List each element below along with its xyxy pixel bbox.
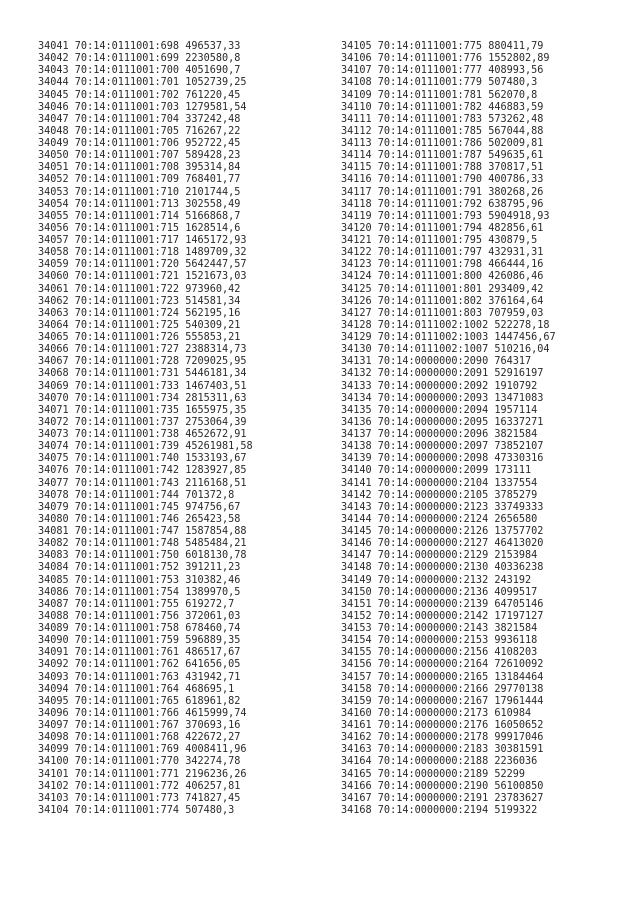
record-row: 34084 70:14:0111001:752 391211,23: [38, 562, 241, 574]
record-row: 34065 70:14:0111001:726 555853,21: [38, 332, 241, 343]
record-row: 34121 70:14:0111001:795 430879,5: [341, 235, 538, 246]
record-row: 34101 70:14:0111001:771 2196236,26: [38, 768, 247, 780]
record-row: 34139 70:14:0000000:2098 47330316: [341, 453, 544, 465]
record-row: 34118 70:14:0111001:792 638795,96: [341, 198, 544, 210]
record-row: 34143 70:14:0000000:2123 33749333: [341, 501, 544, 513]
record-row: 34157 70:14:0000000:2165 13184464: [341, 671, 544, 683]
record-row: 34083 70:14:0111001:750 6018130,78: [38, 550, 247, 562]
record-row: 34086 70:14:0111001:754 1389970,5: [38, 586, 241, 598]
record-row: 34079 70:14:0111001:745 974756,67: [38, 501, 241, 513]
record-row: 34104 70:14:0111001:774 507480,3: [38, 804, 235, 816]
record-row: 34058 70:14:0111001:718 1489709,32: [38, 247, 247, 259]
record-row: 34112 70:14:0111001:785 567044,88: [341, 125, 544, 137]
record-row: 34137 70:14:0000000:2096 3821584: [341, 429, 538, 440]
record-row: 34067 70:14:0111001:728 7209025,95: [38, 356, 247, 368]
record-row: 34064 70:14:0111001:725 540309,21: [38, 319, 241, 331]
record-row: 34125 70:14:0111001:801 293409,42: [341, 283, 544, 295]
record-row: 34159 70:14:0000000:2167 17961444: [341, 695, 544, 707]
record-row: 34145 70:14:0000000:2126 13757702: [341, 526, 544, 537]
record-row: 34045 70:14:0111001:702 761220,45: [38, 89, 241, 101]
record-row: 34041 70:14:0111001:698 496537,33: [38, 41, 241, 52]
record-row: 34075 70:14:0111001:740 1533193,67: [38, 453, 247, 465]
record-row: 34124 70:14:0111001:800 426086,46: [341, 271, 544, 283]
record-row: 34060 70:14:0111001:721 1521673,03: [38, 271, 247, 283]
record-row: 34158 70:14:0000000:2166 29770138: [341, 683, 544, 695]
record-row: 34053 70:14:0111001:710 2101744,5: [38, 186, 241, 198]
record-row: 34087 70:14:0111001:755 619272,7: [38, 598, 235, 610]
record-row: 34129 70:14:0111002:1003 1447456,67: [341, 332, 556, 343]
record-row: 34066 70:14:0111001:727 2388314,73: [38, 344, 247, 356]
record-row: 34132 70:14:0000000:2091 52916197: [341, 368, 544, 380]
record-row: 34106 70:14:0111001:776 1552802,89: [341, 53, 550, 65]
record-row: 34123 70:14:0111001:798 466444,16: [341, 259, 544, 271]
record-row: 34099 70:14:0111001:769 4008411,96: [38, 744, 247, 756]
record-row: 34074 70:14:0111001:739 45261981,58: [38, 441, 253, 453]
record-row: 34096 70:14:0111001:766 4615999,74: [38, 707, 247, 719]
record-row: 34164 70:14:0000000:2188 2236036: [341, 756, 538, 768]
record-row: 34154 70:14:0000000:2153 9936118: [341, 635, 538, 647]
record-row: 34105 70:14:0111001:775 880411,79: [341, 41, 544, 52]
right-column: [341, 41, 556, 817]
record-row: 34054 70:14:0111001:713 302558,49: [38, 198, 241, 210]
record-row: 34119 70:14:0111001:793 5904918,93: [341, 210, 550, 222]
record-row: 34042 70:14:0111001:699 2230580,8: [38, 53, 241, 65]
record-row: 34055 70:14:0111001:714 5166868,7: [38, 210, 241, 222]
record-row: 34044 70:14:0111001:701 1052739,25: [38, 77, 247, 89]
record-row: 34059 70:14:0111001:720 5642447,57: [38, 259, 247, 271]
record-row: 34098 70:14:0111001:768 422672,27: [38, 732, 241, 744]
record-row: 34097 70:14:0111001:767 370693,16: [38, 720, 241, 731]
record-row: 34122 70:14:0111001:797 432931,31: [341, 247, 544, 259]
record-row: 34161 70:14:0000000:2176 16050652: [341, 720, 544, 731]
record-row: 34076 70:14:0111001:742 1283927,85: [38, 465, 247, 477]
record-row: 34127 70:14:0111001:803 707959,03: [341, 307, 544, 319]
record-row: 34131 70:14:0000000:2090 764317: [341, 356, 532, 368]
record-row: 34110 70:14:0111001:782 446883,59: [341, 101, 544, 113]
record-row: 34050 70:14:0111001:707 589428,23: [38, 150, 241, 162]
record-row: 34141 70:14:0000000:2104 1337554: [341, 477, 538, 489]
record-row: 34061 70:14:0111001:722 973960,42: [38, 283, 241, 295]
record-row: 34051 70:14:0111001:708 395314,84: [38, 162, 241, 174]
record-row: 34091 70:14:0111001:761 486517,67: [38, 647, 241, 659]
record-row: 34057 70:14:0111001:717 1465172,93: [38, 235, 247, 246]
record-row: 34070 70:14:0111001:734 2815311,63: [38, 392, 247, 404]
record-row: 34120 70:14:0111001:794 482856,61: [341, 222, 544, 234]
record-row: 34166 70:14:0000000:2190 56100850: [341, 780, 544, 792]
record-row: 34140 70:14:0000000:2099 173111: [341, 465, 532, 477]
record-row: 34128 70:14:0111002:1002 522278,18: [341, 319, 550, 331]
record-row: 34071 70:14:0111001:735 1655975,35: [38, 404, 247, 416]
record-row: 34165 70:14:0000000:2189 52299: [341, 768, 526, 780]
record-row: 34072 70:14:0111001:737 2753064,39: [38, 416, 247, 428]
record-row: 34116 70:14:0111001:790 400786,33: [341, 174, 544, 186]
record-row: 34093 70:14:0111001:763 431942,71: [38, 671, 241, 683]
record-row: 34111 70:14:0111001:783 573262,48: [341, 113, 544, 125]
record-row: 34138 70:14:0000000:2097 73852107: [341, 441, 544, 453]
record-row: 34148 70:14:0000000:2130 40336238: [341, 562, 544, 574]
record-row: 34092 70:14:0111001:762 641656,05: [38, 659, 241, 671]
record-row: 34081 70:14:0111001:747 1587854,88: [38, 526, 247, 537]
record-row: 34082 70:14:0111001:748 5485484,21: [38, 538, 247, 550]
record-row: 34077 70:14:0111001:743 2116168,51: [38, 477, 247, 489]
record-row: 34168 70:14:0000000:2194 5199322: [341, 804, 538, 816]
record-row: 34052 70:14:0111001:709 768401,77: [38, 174, 241, 186]
record-row: 34133 70:14:0000000:2092 1910792: [341, 380, 538, 392]
record-row: 34100 70:14:0111001:770 342274,78: [38, 756, 241, 768]
record-row: 34117 70:14:0111001:791 380268,26: [341, 186, 544, 198]
record-row: 34134 70:14:0000000:2093 13471083: [341, 392, 544, 404]
record-row: 34062 70:14:0111001:723 514581,34: [38, 295, 241, 307]
record-row: 34136 70:14:0000000:2095 16337271: [341, 416, 544, 428]
record-row: 34160 70:14:0000000:2173 610984: [341, 707, 532, 719]
record-row: 34167 70:14:0000000:2191 23783627: [341, 792, 544, 804]
record-row: 34135 70:14:0000000:2094 1957114: [341, 404, 538, 416]
record-row: 34156 70:14:0000000:2164 72610092: [341, 659, 544, 671]
record-row: 34095 70:14:0111001:765 618961,82: [38, 695, 241, 707]
record-row: 34048 70:14:0111001:705 716267,22: [38, 125, 241, 137]
record-row: 34115 70:14:0111001:788 370817,51: [341, 162, 544, 174]
record-row: 34078 70:14:0111001:744 701372,8: [38, 489, 235, 501]
record-row: 34150 70:14:0000000:2136 4099517: [341, 586, 538, 598]
record-row: 34130 70:14:0111002:1007 510216,04: [341, 344, 550, 356]
record-row: 34085 70:14:0111001:753 310382,46: [38, 574, 241, 586]
record-row: 34094 70:14:0111001:764 468695,1: [38, 683, 235, 695]
record-row: 34144 70:14:0000000:2124 2656580: [341, 513, 538, 525]
record-row: 34113 70:14:0111001:786 502009,81: [341, 138, 544, 149]
record-row: 34080 70:14:0111001:746 265423,58: [38, 513, 241, 525]
record-row: 34153 70:14:0000000:2143 3821584: [341, 623, 538, 634]
record-row: 34043 70:14:0111001:700 4051690,7: [38, 65, 241, 77]
record-row: 34151 70:14:0000000:2139 64705146: [341, 598, 544, 610]
record-row: 34056 70:14:0111001:715 1628514,6: [38, 222, 241, 234]
record-row: 34089 70:14:0111001:758 678460,74: [38, 623, 241, 634]
record-row: 34047 70:14:0111001:704 337242,48: [38, 113, 241, 125]
record-row: 34068 70:14:0111001:731 5446181,34: [38, 368, 247, 380]
record-row: 34149 70:14:0000000:2132 243192: [341, 574, 532, 586]
record-row: 34126 70:14:0111001:802 376164,64: [341, 295, 544, 307]
record-row: 34155 70:14:0000000:2156 4108203: [341, 647, 538, 659]
left-column: [38, 41, 253, 817]
record-row: 34152 70:14:0000000:2142 17197127: [341, 610, 544, 622]
record-row: 34069 70:14:0111001:733 1467403,51: [38, 380, 247, 392]
record-row: 34108 70:14:0111001:779 507480,3: [341, 77, 538, 89]
record-row: 34102 70:14:0111001:772 406257,81: [38, 780, 241, 792]
record-row: 34049 70:14:0111001:706 952722,45: [38, 138, 241, 149]
record-row: 34103 70:14:0111001:773 741827,45: [38, 792, 241, 804]
record-row: 34073 70:14:0111001:738 4652672,91: [38, 429, 247, 440]
record-row: 34142 70:14:0000000:2105 3785279: [341, 489, 538, 501]
record-row: 34046 70:14:0111001:703 1279581,54: [38, 101, 247, 113]
record-row: 34088 70:14:0111001:756 372061,03: [38, 610, 241, 622]
record-row: 34163 70:14:0000000:2183 30381591: [341, 744, 544, 756]
record-row: 34147 70:14:0000000:2129 2153984: [341, 550, 538, 562]
record-row: 34162 70:14:0000000:2178 99917046: [341, 732, 544, 744]
record-row: 34107 70:14:0111001:777 408993,56: [341, 65, 544, 77]
record-row: 34090 70:14:0111001:759 596889,35: [38, 635, 241, 647]
record-row: 34114 70:14:0111001:787 549635,61: [341, 150, 544, 162]
record-row: 34109 70:14:0111001:781 562070,8: [341, 89, 538, 101]
record-row: 34146 70:14:0000000:2127 46413020: [341, 538, 544, 550]
record-row: 34063 70:14:0111001:724 562195,16: [38, 307, 241, 319]
